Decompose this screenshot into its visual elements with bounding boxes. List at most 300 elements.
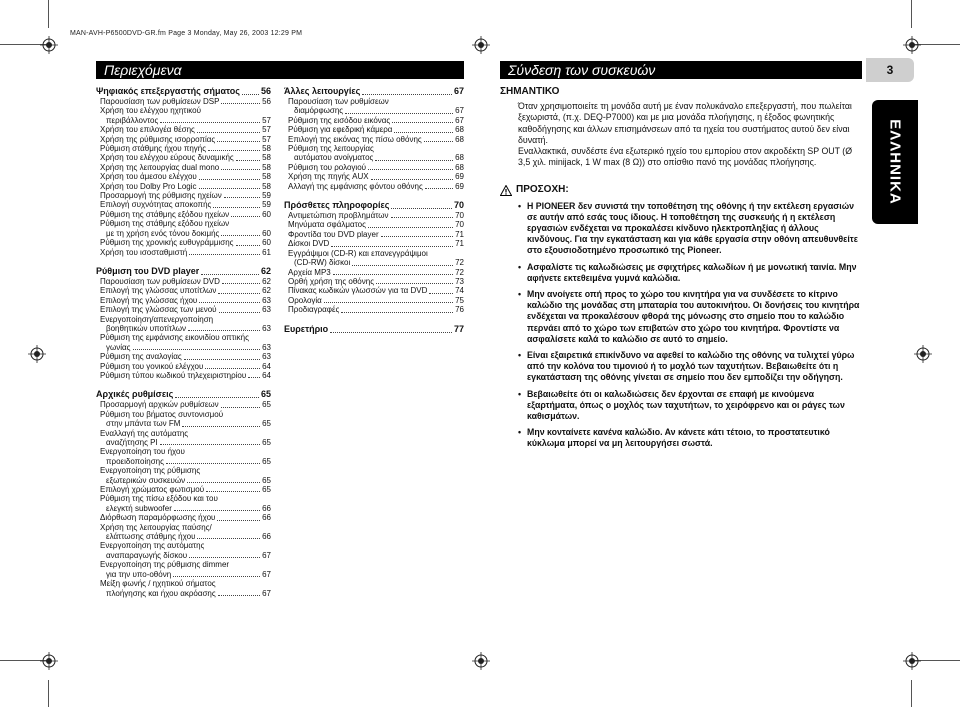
toc-entry-page: 58 [262,162,271,172]
toc-entry-page: 59 [262,200,271,210]
toc-entry-page: 65 [262,475,271,485]
toc-entry[interactable] [96,248,271,257]
toc-entry-title: Ενεργοποίηση της ρύθμισης dimmer [100,560,230,570]
toc-leader [375,153,453,160]
toc-heading[interactable] [96,86,271,97]
toc-entry-page: 60 [262,228,271,238]
toc-heading-page: 70 [453,200,464,211]
toc-entry-title: Χρήση του ισοσταθμιστή [100,247,188,257]
toc-entry-page: 66 [262,513,271,523]
toc-leader [219,305,261,312]
toc-entry[interactable] [96,163,271,172]
toc-entry[interactable] [96,210,271,219]
toc-entry-page: 58 [262,153,271,163]
toc-section [96,389,271,598]
toc-entry[interactable] [96,457,271,466]
toc-entry-title: Προσαρμογή αρχικών ρυθμίσεων [100,400,219,410]
toc-leader [248,371,260,378]
toc-entry[interactable] [284,230,464,239]
toc-entry[interactable] [284,116,464,125]
toc-leader [362,86,452,95]
toc-entry-title: προειδοποίησης [106,456,164,466]
toc-entry-page: 70 [455,220,464,230]
toc-leader [197,532,260,539]
toc-entry-title: εξωτερικών συσκευών [106,475,186,485]
toc-entry-title: Ρύθμιση της πίσω εξόδου και του [100,494,218,504]
toc-entry[interactable] [96,371,271,380]
toc-entry-title: Χρήση του επιλογέα θέσης [100,125,195,135]
toc-leader [221,163,260,170]
toc-leader [197,125,260,132]
toc-leader [381,230,453,237]
toc-entry-page: 61 [262,247,271,257]
section-title-bar: Σύνδεση των συσκευών [500,61,862,79]
toc-entry-page: 69 [455,181,464,191]
toc-heading-title: Ευρετήριο [284,323,329,334]
toc-leader [218,589,260,596]
toc-leader [188,324,260,331]
toc-leader [242,86,259,95]
toc-entry-title: Μηνύματα σφάλματος [288,220,366,230]
toc-entry[interactable] [284,239,464,248]
toc-heading[interactable] [284,200,464,211]
toc-entry[interactable] [96,343,271,352]
toc-entry-title: Ρύθμιση της εισόδου εικόνας [288,115,391,125]
toc-entry-title: Χρήση της ρύθμισης ισορροπίας [100,134,216,144]
toc-entry-page: 70 [455,211,464,221]
toc-entry-title: Ρύθμιση της εμφάνισης εικονιδίου οπτικής [100,333,249,343]
toc-entry[interactable] [96,523,271,532]
toc-leader [205,362,260,369]
important-heading: ΣΗΜΑΝΤΙΚΟ [500,86,560,97]
toc-heading-page: 65 [260,389,271,400]
caution-item: • Ασφαλίστε τις καλωδιώσεις με σφιχτήρες καλωδίων ή με μονωτική ταινία. Μην αφήνετε εκτεθειμένα γυμνά καλώδια. [518,262,862,284]
toc-entry-page: 71 [455,239,464,249]
toc-entry[interactable] [284,296,464,305]
toc-entry-title: Χρήση της λειτουργίας παύσης/ [100,522,212,532]
toc-entry-page: 62 [262,286,271,296]
toc-entry[interactable] [96,352,271,361]
toc-entry-page: 68 [455,162,464,172]
toc-leader [184,352,260,359]
toc-heading[interactable] [96,389,271,400]
toc-entry-page: 65 [262,438,271,447]
toc-leader [189,551,260,558]
toc-leader [429,286,453,293]
toc-heading-title: Άλλες λειτουργίες [284,86,361,96]
toc-entry[interactable] [96,400,271,409]
toc-leader [371,172,454,179]
toc-entry-page: 67 [262,569,271,579]
toc-entry-title: βοηθητικών υποτίτλων [106,323,187,333]
toc-leader [213,200,260,207]
toc-entry[interactable] [96,466,271,475]
toc-entry-page: 60 [262,209,271,219]
toc-heading-title: Ψηφιακός επεξεργαστής σήματος [96,86,240,96]
toc-leader [330,324,452,333]
toc-heading-page: 67 [453,86,464,96]
toc-leader [368,163,453,170]
toc-entry-title: Ορθή χρήση της οθόνης [288,276,375,286]
toc-leader [160,116,260,123]
toc-entry-title: Ρύθμιση της αναλογίας [100,352,182,362]
crop-mark [911,0,912,28]
toc-entry[interactable] [284,268,464,277]
toc-entry[interactable] [284,286,464,295]
toc-leader [236,153,260,160]
important-paragraph: Εναλλακτικά, συνδέστε ένα εξωτερικό ηχείο του εμπορίου στον ακροδέκτη SP OUT (Ø 3,5 χιλ. minijack, 1 W max (8 Ω)) στο οπίσθιο πανό της μονάδας πλοήγησης. [518,146,853,168]
toc-entry-page: 63 [262,352,271,362]
toc-entry[interactable] [96,410,271,419]
toc-entry-title: Αλλαγή της εμφάνισης φόντου οθόνης [288,181,423,191]
toc-entry-page: 73 [455,276,464,286]
toc-section [284,324,464,335]
caution-heading [500,184,862,195]
registration-mark-icon [914,345,932,363]
toc-entry[interactable] [96,532,271,541]
toc-entry[interactable] [96,541,271,550]
toc-entry[interactable] [284,135,464,144]
toc-leader [173,570,260,577]
toc-leader [424,135,453,142]
toc-entry[interactable] [96,504,271,513]
toc-entry-title: Διόρθωση παραμόρφωσης ήχου [100,513,216,523]
toc-entry[interactable] [96,296,271,305]
caution-item: • Είναι εξαιρετικά επικίνδυνο να αφεθεί το καλώδιο της οθόνης να τυλιχτεί γύρω από την κολόνα του τιμονιού ή το μοχλό των ταχυτήτων. Βεβαιωθείτε ότι η εγκατάσταση της οθόνης γίνεται σε σημείο που δεν εμποδίζει την οδήγηση. [518,350,862,384]
toc-entry-page: 58 [262,144,271,154]
toc-leader [166,457,260,464]
toc-entry-page: 71 [455,229,464,239]
toc-entry-page: 63 [262,342,271,352]
toc-entry-page: 68 [455,125,464,135]
toc-entry[interactable] [96,494,271,503]
toc-entry-page: 57 [262,134,271,144]
toc-entry-page: 67 [262,550,271,560]
toc-entry[interactable] [284,220,464,229]
toc-entry-page: 74 [455,286,464,296]
toc-entry-title: Προδιαγραφές [288,305,340,315]
toc-entry-page: 63 [262,305,271,315]
toc-section [96,266,271,380]
toc-entry-page: 72 [455,267,464,277]
toc-entry-title: Πίνακας κωδικών γλωσσών για τα DVD [288,286,428,296]
registration-mark-icon [28,345,46,363]
toc-entry[interactable] [96,324,271,333]
toc-entry[interactable] [96,485,271,494]
toc-entry[interactable] [284,153,464,162]
toc-entry-title: Ρύθμιση στάθμης ήχου πηγής [100,144,207,154]
toc-leader [218,286,260,293]
toc-entry[interactable] [284,106,464,115]
toc-entry-title: Εγγράψιμοι (CD-R) και επανεγγράψιμοι [288,248,428,258]
toc-entry-title: Ρύθμιση του γονικού ελέγχου [100,361,204,371]
toc-entry-page: 65 [262,400,271,410]
toc-entry-title: για την υπο-οθόνη [106,569,172,579]
toc-entry-title: ελάττωσης στάθμης ήχου [106,532,196,542]
toc-entry-page: 62 [262,276,271,286]
important-paragraph: Όταν χρησιμοποιείτε τη μονάδα αυτή με έναν πολυκάναλο επεξεργαστή, που πωλείται ξεχωριστά, (π.χ. DEQ-P7000) και με μια μονάδα πλοήγησης, η έξοδος φωνητικής καθοδήγησης και άλλων επισημάνσεων από τα ηχεία του συστήματος αυτού δεν είναι δυνατή. [518,101,852,145]
toc-leader [368,220,453,227]
toc-leader [394,125,453,132]
warning-triangle-icon [500,185,512,196]
toc-heading[interactable] [284,324,464,335]
toc-entry-title: γωνίας [106,342,131,352]
toc-entry-title: Χρήση της λειτουργίας dual mono [100,162,220,172]
toc-entry-page: 66 [262,503,271,513]
toc-entry[interactable] [96,153,271,162]
toc-entry-page: 67 [455,106,464,116]
toc-heading[interactable] [96,266,271,277]
toc-entry[interactable] [96,200,271,209]
toc-entry-title: Παρουσίαση των ρυθμίσεων [288,97,389,106]
toc-entry-page: 67 [455,115,464,125]
toc-entry[interactable] [284,258,464,267]
toc-entry[interactable] [96,513,271,522]
toc-leader [187,476,260,483]
toc-entry-page: 68 [455,134,464,144]
toc-entry-title: Χρήση του ελέγχου ηχητικού [100,106,201,116]
toc-entry[interactable] [96,476,271,485]
toc-entry-page: 65 [262,485,271,495]
toc-entry-page: 63 [262,295,271,305]
toc-entry[interactable] [96,182,271,191]
crop-mark [48,0,49,28]
caution-item: • Μην ανοίγετε οπή προς το χώρο του κινητήρα για να συνδέσετε το κίτρινο καλώδιο της μονάδας στη μπαταρία του αυτοκινήτου. Οι δονήσεις του κινητήρα ενδέχεται να προκαλέσουν φθορά της μόνωσης στο σημείο που το καλώδιο περνάει από το χώρο των επιβατών στο χώρο του κινητήρα. Φροντίστε να ασφαλίσετε καλά το καλώδιο σε αυτό το σημείο. [518,289,862,345]
toc-leader [391,211,454,218]
toc-entry[interactable] [96,125,271,134]
toc-entry-page: 67 [262,588,271,598]
toc-entry-title: Χρήση του άμεσου ελέγχου [100,172,197,182]
language-tab-label: ΕΛΛΗΝΙΚΑ [886,119,904,205]
toc-leader [208,144,260,151]
toc-entry[interactable] [284,249,464,258]
toc-entry-title: διαμόρφωσης [294,106,344,116]
registration-mark-icon [903,652,921,670]
toc-entry-title: Ρύθμιση του βήματος συντονισμού [100,409,224,419]
toc-entry-title: Ρύθμιση της στάθμης εξόδου ηχείων [100,219,230,229]
toc-entry-title: Δίσκοι DVD [288,239,330,249]
toc-heading-title: Αρχικές ρυθμίσεις [96,389,174,400]
toc-leader [224,191,260,198]
toc-leader [333,268,453,275]
toc-entry[interactable] [96,438,271,447]
toc-heading-page: 62 [260,265,271,276]
toc-leader [199,296,260,303]
toc-entry-title: ελεγκτή subwoofer [106,503,172,513]
toc-entry[interactable] [96,191,271,200]
toc-entry[interactable] [96,589,271,598]
toc-entry-page: 76 [455,305,464,315]
toc-entry-title: Παρουσίαση των ρυθμίσεων DSP [100,97,220,106]
caution-item: • Η PIONEER δεν συνιστά την τοποθέτηση της οθόνης ή την εκτέλεση εργασιών σε αυτήν από εσάς τους ίδιους. Η τοποθέτηση της συσκευής ή η εκτέλεση εργασιών ενδέχεται να προκαλέσει κίνδυνο ηλεκτροπληξίας ή άλλους κινδύνους. Για την εγκατάσταση και για κάθε εργασία στην οθόνη απευθυνθείτε στο εξουσιοδοτημένο προσωπικό της Pioneer. [518,201,862,257]
toc-entry-title: περιβάλλοντος [106,115,159,125]
toc-leader [324,296,453,303]
toc-entry[interactable] [96,551,271,560]
toc-section [284,200,464,314]
toc-entry[interactable] [96,305,271,314]
toc-entry[interactable] [96,447,271,456]
toc-entry[interactable] [284,144,464,153]
connection-section [500,86,862,455]
language-tab [872,100,918,224]
toc-entry-title: Παρουσίαση των ρυθμίσεων DVD [100,276,220,286]
toc-column-left [96,86,271,607]
toc-entry[interactable] [96,135,271,144]
toc-leader [175,389,259,398]
toc-leader [133,343,261,350]
toc-entry-title: στην μπάντα των FM [106,419,181,429]
toc-heading[interactable] [284,86,464,97]
toc-entry[interactable] [284,172,464,181]
toc-entry[interactable] [96,116,271,125]
toc-leader [341,305,453,312]
registration-mark-icon [40,652,58,670]
page-number: 3 [866,58,914,82]
toc-entry[interactable] [96,172,271,181]
toc-entry-title: Προσαρμογή της ρύθμισης ηχείων [100,191,222,201]
toc-entry-title: Επιλογή της γλώσσας ήχου [100,295,198,305]
caution-item: • Βεβαιωθείτε ότι οι καλωδιώσεις δεν έρχονται σε επαφή με κινούμενα εξαρτήματα, όπως ο μοχλός των ταχυτήτων, το χειρόφρενο και οι ράγες των καθισμάτων. [518,389,862,423]
toc-leader [189,248,260,255]
toc-leader [221,400,260,407]
toc-section [284,86,464,191]
toc-entry[interactable] [96,560,271,569]
toc-heading-page: 56 [260,86,271,96]
registration-mark-icon [903,36,921,54]
print-header: MAN-AVH-P6500DVD-GR.fm Page 3 Monday, May 26, 2003 12:29 PM [70,30,303,37]
toc-entry[interactable] [96,419,271,428]
toc-leader [345,106,453,113]
toc-entry-title: Ρύθμιση της λειτουργίας [288,144,374,154]
toc-entry[interactable] [96,570,271,579]
toc-leader [391,200,452,209]
toc-entry-page: 58 [262,172,271,182]
toc-entry-title: Ενεργοποίηση της αυτόματης [100,541,205,551]
toc-leader [217,513,260,520]
registration-mark-icon [472,652,490,670]
toc-entry-page: 64 [262,370,271,380]
toc-entry[interactable] [96,315,271,324]
toc-entry-title: Ρύθμιση του ρολογιού [288,162,367,172]
toc-entry[interactable] [96,106,271,115]
toc-entry-title: Χρήση του ελέγχου εύρους δυναμικής [100,153,234,163]
toc-entry[interactable] [96,277,271,286]
toc-entry-title: Φροντίδα του DVD player [288,229,379,239]
toc-entry[interactable] [284,182,464,191]
toc-entry-title: Ορολογία [288,295,322,305]
toc-leader [182,419,260,426]
toc-leader [201,266,259,275]
toc-leader [376,277,453,284]
toc-entry-page: 66 [262,532,271,542]
toc-leader [221,229,260,236]
toc-entry[interactable] [96,238,271,247]
toc-entry-page: 75 [455,295,464,305]
caution-item: • Μην κονταίνετε κανένα καλώδιο. Αν κάνετε κάτι τέτοιο, το προστατευτικό κύκλωμα μπορεί να μη λειτουργήσει σωστά. [518,427,862,449]
toc-entry-title: Ενεργοποίηση της ρύθμισης [100,466,201,476]
toc-entry[interactable] [284,163,464,172]
toc-heading-title: Πρόσθετες πληροφορίες [284,200,390,211]
toc-leader [199,182,261,189]
toc-section [96,86,271,257]
toc-entry-title: Αρχεία MP3 [288,267,331,277]
toc-leader [174,504,260,511]
toc-entry-title: Μείξη φωνής / ηχητικού σήματος [100,579,216,589]
toc-entry[interactable] [96,97,271,106]
toc-entry[interactable] [96,229,271,238]
toc-leader [236,238,261,245]
registration-mark-icon [40,36,58,54]
caution-heading-label: ΠΡΟΣΟΧΗ: [516,184,569,196]
registration-mark-icon [472,36,490,54]
toc-entry-title: Ενεργοποίηση του ήχου [100,447,185,457]
toc-entry[interactable] [284,211,464,220]
caution-list [518,201,862,450]
toc-entry-page: 60 [262,238,271,248]
toc-entry[interactable] [284,125,464,134]
toc-entry[interactable] [284,97,464,106]
toc-entry[interactable] [96,144,271,153]
toc-entry-page: 57 [262,115,271,125]
toc-entry-title: πλοήγησης και ήχου ακρόασης [106,588,216,598]
toc-entry[interactable] [284,277,464,286]
toc-entry-title: Επιλογή της γλώσσας των μενού [100,305,217,315]
toc-entry-title: Ενεργοποίηση/απενεργοποίηση [100,314,214,324]
toc-entry-title: Χρήση της πηγής AUX [288,172,369,182]
toc-entry-page: 69 [455,172,464,182]
toc-leader [199,172,260,179]
toc-entry-title: Επιλογή της γλώσσας υποτίτλων [100,286,217,296]
toc-entry-title: Χρήση του Dolby Pro Logic [100,181,197,191]
toc-entry[interactable] [96,219,271,228]
toc-entry-page: 63 [262,323,271,333]
toc-leader [392,116,453,123]
toc-entry-page: 59 [262,191,271,201]
toc-entry-page: 64 [262,361,271,371]
toc-entry-title: Εναλλαγή της αυτόματης [100,428,189,438]
toc-entry[interactable] [96,579,271,588]
toc-entry-title: Ρύθμιση τύπου κωδικού τηλεχειριστηρίου [100,370,247,380]
toc-entry-page: 65 [262,456,271,466]
toc-entry-title: Επιλογή χρώματος φωτισμού [100,485,205,495]
toc-entry-page: 57 [262,125,271,135]
toc-leader [222,277,260,284]
toc-entry-title: Επιλογή συχνότητας αποκοπής [100,200,212,210]
toc-entry[interactable] [96,333,271,342]
toc-column-middle [284,86,464,344]
toc-entry-title: αυτόματου ανοίγματος [294,153,374,163]
toc-entry-title: με τη χρήση ενός τόνου δοκιμής [106,228,220,238]
toc-entry-title: Επιλογή της εικόνας της πίσω οθόνης [288,134,422,144]
toc-entry[interactable] [284,305,464,314]
toc-heading-page: 77 [453,323,464,334]
toc-entry[interactable] [96,286,271,295]
crop-mark [911,680,912,707]
toc-entry-title: αναπαραγωγής δίσκου [106,550,188,560]
toc-entry-title: αναζήτησης PI [106,438,158,447]
toc-leader [231,210,260,217]
toc-entry-page: 58 [262,181,271,191]
toc-entry-page: 68 [455,153,464,163]
toc-leader [217,135,260,142]
toc-entry-title: Ρύθμιση της χρονικής ευθυγράμμισης [100,238,234,248]
toc-entry-title: Ρύθμιση της στάθμης εξόδου ηχείων [100,209,230,219]
toc-leader [352,258,453,265]
toc-entry[interactable] [96,429,271,438]
toc-entry[interactable] [96,362,271,371]
toc-leader [425,182,453,189]
toc-heading-title: Ρύθμιση του DVD player [96,265,200,276]
